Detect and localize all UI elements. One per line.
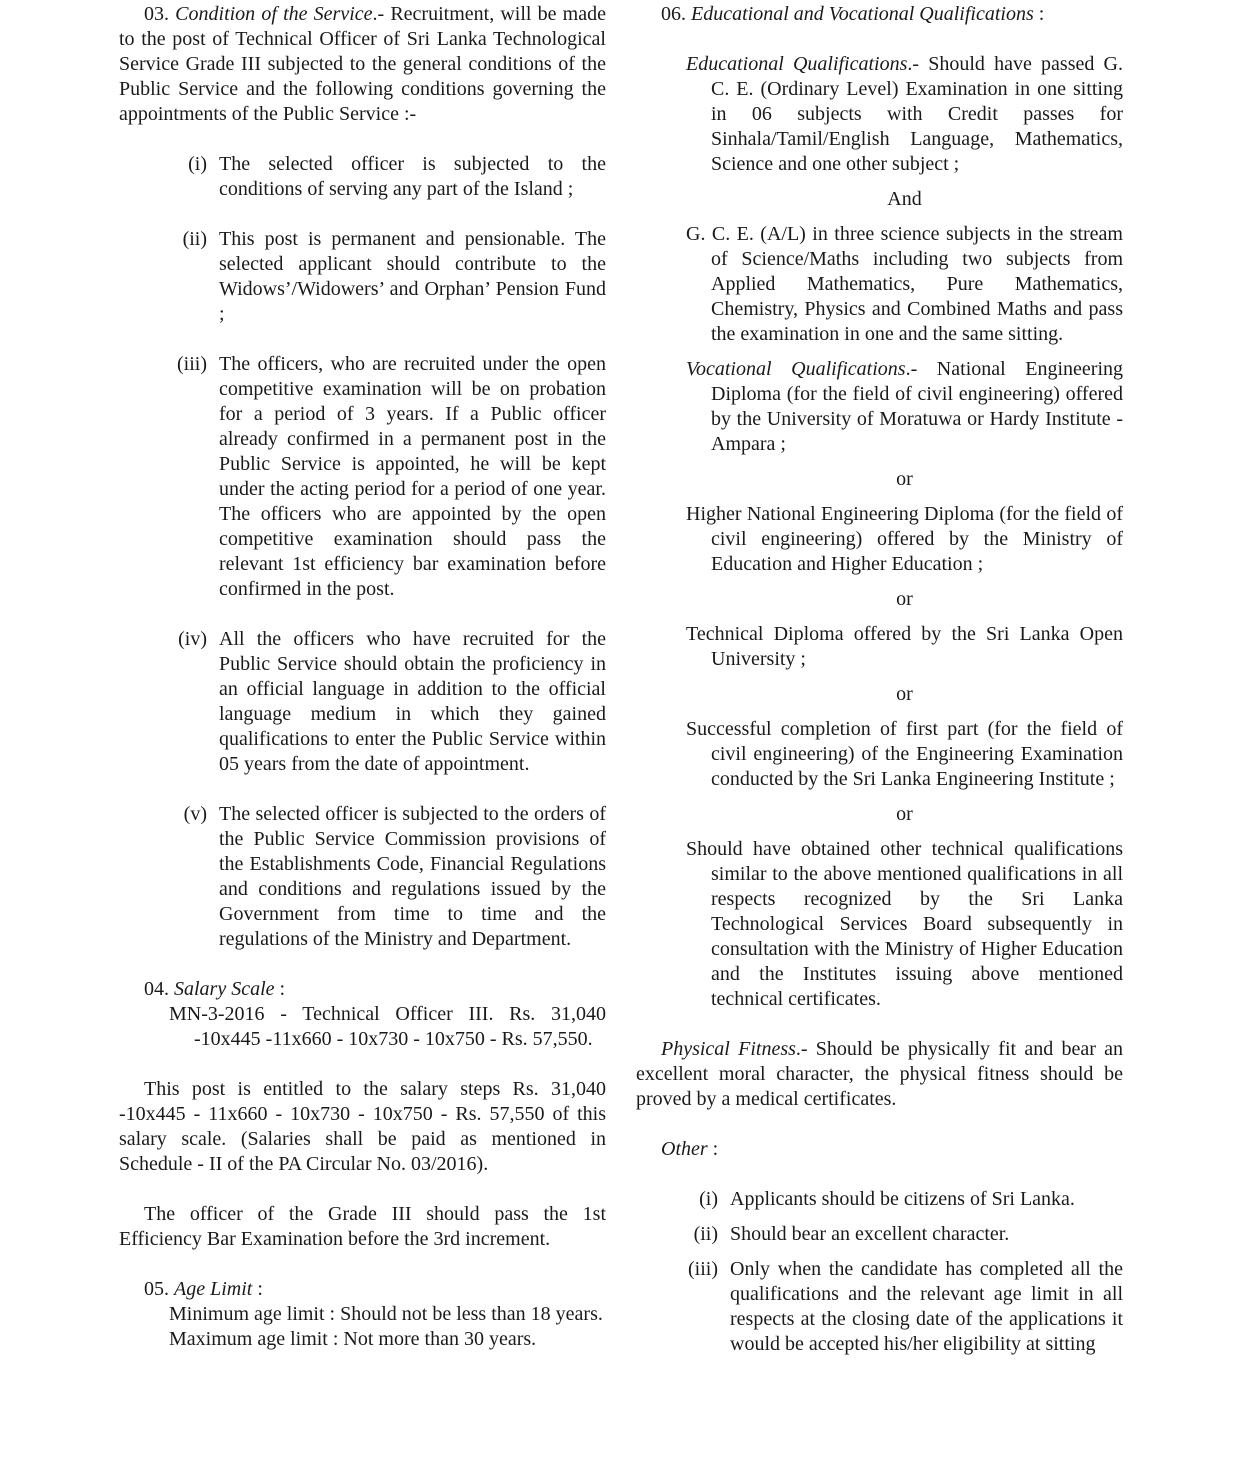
section-04-colon: :	[274, 978, 286, 1000]
other-item-number: (i)	[699, 1188, 718, 1210]
section-03-number: 03.	[144, 3, 169, 25]
section-04-number: 04.	[144, 978, 169, 1000]
condition-number: (iii)	[177, 353, 207, 375]
educational-qualifications	[686, 52, 1123, 177]
condition-item	[169, 227, 606, 327]
vocational-qualifications-text: .- National Engineering Diploma (for the field of civil engineering) offered by the University of Moratuwa or Hardy Institute - Ampara ;	[711, 358, 1123, 455]
right-column	[636, 2, 1123, 1357]
section-03-text: .- Recruitment, will be made to the post of Technical Officer of Sri Lanka Technological Service Grade III subjected to the general conditions of the Public Service and the following conditions governing the appointments of the Public Service :-	[119, 3, 606, 125]
section-05-number: 05.	[144, 1278, 169, 1300]
physical-fitness-text: .- Should be physically fit and bear an excellent moral character, the physical fitness should be proved by a medical certificates.	[636, 1038, 1123, 1110]
other-technical-text: Should have obtained other technical qualifications similar to the above mentioned qualifications in all respects recognized by the Sri Lanka Technological Services Board subsequently in consultation with the Ministry of Higher Education and the Institutes issuing above mentioned technical certificates.	[686, 838, 1123, 1010]
or-connector: or	[896, 683, 913, 705]
and-connector: And	[887, 188, 922, 210]
or-connector: or	[896, 588, 913, 610]
condition-text: This post is permanent and pensionable. The selected applicant should contribute to the Widows’/Widowers’ and Orphan’ Pension Fund ;	[219, 228, 606, 325]
other-title: Other	[661, 1138, 708, 1160]
condition-number: (v)	[183, 803, 207, 825]
max-age-text: Maximum age limit : Not more than 30 years.	[169, 1328, 537, 1350]
condition-text: The selected officer is subjected to the orders of the Public Service Commission provisions of the Establishments Code, Financial Regulations and conditions and regulations issued by the Government from time to time and the regulations of the Ministry and Department.	[219, 803, 606, 950]
section-05-title: Age Limit	[174, 1278, 253, 1300]
other-item-number: (ii)	[693, 1223, 718, 1245]
technical-diploma-text: Technical Diploma offered by the Sri Lanka Open University ;	[686, 623, 1123, 670]
section-04-heading	[119, 977, 606, 1002]
other-item	[676, 1222, 1123, 1247]
condition-text: All the officers who have recruited for the Public Service should obtain the proficiency in an official language in addition to the official language medium in which they gained qualifications to enter the Public Service within 05 years from the date of appointment.	[219, 628, 606, 775]
min-age-text: Minimum age limit : Should not be less than 18 years.	[169, 1303, 603, 1325]
gce-al-text: G. C. E. (A/L) in three science subjects in the stream of Science/Maths including two subjects from Applied Mathematics, Pure Mathematics, Chemistry, Physics and Combined Maths and pass the examination in one and the same sitting.	[686, 223, 1123, 345]
or-connector: or	[896, 468, 913, 490]
physical-fitness	[636, 1037, 1123, 1112]
first-part-text: Successful completion of first part (for the field of civil engineering) of the Engineering Examination conducted by the Sri Lanka Engineering Institute ;	[686, 718, 1123, 790]
condition-item	[169, 352, 606, 602]
condition-item	[169, 627, 606, 777]
section-05-heading	[119, 1277, 606, 1302]
section-06-title: Educational and Vocational Qualifications	[691, 3, 1034, 25]
vocational-qualifications-title: Vocational Qualifications	[686, 358, 906, 380]
other-item	[676, 1257, 1123, 1357]
condition-text: The officers, who are recruited under the open competitive examination will be on probation for a period of 3 years. If a Public officer already confirmed in a permanent post in the Public Service is appointed, he will be kept under the acting period for a period of one year. The officers who are appointed by the open competitive examination should pass the relevant 1st efficiency bar examination before confirmed in the post.	[219, 353, 606, 600]
section-06-colon: :	[1033, 3, 1045, 25]
left-column	[119, 2, 606, 1352]
condition-number: (i)	[188, 153, 207, 175]
condition-number: (iv)	[178, 628, 207, 650]
condition-text: The selected officer is subjected to the conditions of serving any part of the Island ;	[219, 153, 606, 200]
section-03	[119, 2, 606, 127]
educational-qualifications-text: .- Should have passed G. C. E. (Ordinary Level) Examination in one sitting in 06 subjects with Credit passes for Sinhala/Tamil/English Language, Mathematics, Science and one other subject ;	[711, 53, 1124, 175]
efficiency-bar-text: The officer of the Grade III should pass the 1st Efficiency Bar Examination before the 3rd increment.	[119, 1203, 606, 1250]
condition-number: (ii)	[182, 228, 207, 250]
other-item-text: Only when the candidate has completed all the qualifications and the relevant age limit in all respects at the closing date of the applications it would be accepted his/her eligibility at sitting	[730, 1258, 1123, 1355]
other-item-text: Applicants should be citizens of Sri Lanka.	[730, 1188, 1075, 1210]
or-connector: or	[896, 803, 913, 825]
section-04-title: Salary Scale	[174, 978, 275, 1000]
salary-steps-text: This post is entitled to the salary steps Rs. 31,040 -10x445 - 11x660 - 10x730 - 10x750 - Rs. 57,550 of this salary scale. (Salaries shall be paid as mentioned in Schedule - II of the PA Circular No. 03/2016).	[119, 1078, 606, 1175]
educational-qualifications-title: Educational Qualifications	[686, 53, 908, 75]
physical-fitness-title: Physical Fitness	[661, 1038, 796, 1060]
hned-text: Higher National Engineering Diploma (for the field of civil engineering) offered by the Ministry of Education and Higher Education ;	[686, 503, 1123, 575]
condition-item	[169, 152, 606, 202]
vocational-qualifications	[686, 357, 1123, 457]
section-06-number: 06.	[661, 3, 686, 25]
section-03-title: Condition of the Service	[175, 3, 373, 25]
other-colon: :	[707, 1138, 719, 1160]
other-item-number: (iii)	[688, 1258, 718, 1280]
other-heading	[636, 1137, 1123, 1162]
other-item	[676, 1187, 1123, 1212]
section-06-heading	[636, 2, 1123, 27]
section-05-colon: :	[252, 1278, 263, 1300]
other-item-text: Should bear an excellent character.	[730, 1223, 1010, 1245]
condition-item	[169, 802, 606, 952]
salary-scale-text: MN-3-2016 - Technical Officer III. Rs. 31,040 -10x445 -11x660 - 10x730 - 10x750 - Rs. 57,550.	[169, 1003, 606, 1050]
